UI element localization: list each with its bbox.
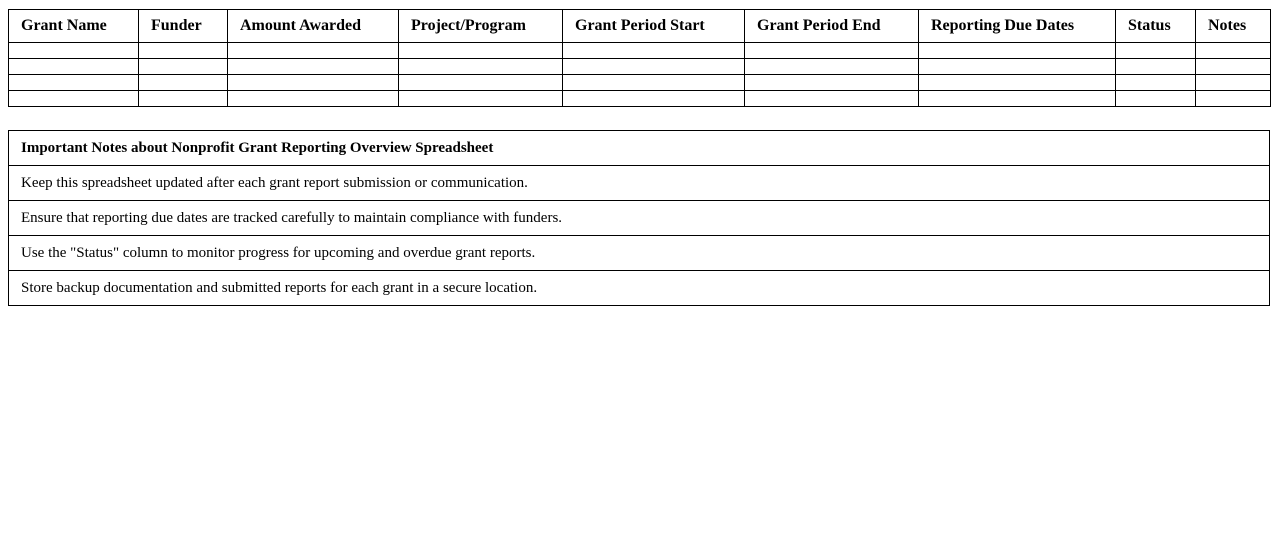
table-cell[interactable] <box>9 43 139 59</box>
note-text: Store backup documentation and submitted reports for each grant in a secure location. <box>9 271 1270 306</box>
list-item <box>9 201 1270 236</box>
column-header-project-program: Project/Program <box>399 10 563 43</box>
note-text: Ensure that reporting due dates are tracked carefully to maintain compliance with funders. <box>9 201 1270 236</box>
table-cell[interactable] <box>1196 75 1271 91</box>
table-cell[interactable] <box>919 43 1116 59</box>
list-item <box>9 166 1270 201</box>
column-header-amount-awarded: Amount Awarded <box>228 10 399 43</box>
notes-title: Important Notes about Nonprofit Grant Reporting Overview Spreadsheet <box>9 131 1270 166</box>
table-cell[interactable] <box>1196 59 1271 75</box>
list-item <box>9 271 1270 306</box>
table-cell[interactable] <box>745 75 919 91</box>
table-cell[interactable] <box>399 59 563 75</box>
table-cell[interactable] <box>745 91 919 107</box>
table-cell[interactable] <box>9 59 139 75</box>
table-cell[interactable] <box>1116 59 1196 75</box>
table-cell[interactable] <box>399 75 563 91</box>
table-cell[interactable] <box>563 43 745 59</box>
table-cell[interactable] <box>228 43 399 59</box>
table-cell[interactable] <box>563 59 745 75</box>
table-cell[interactable] <box>228 59 399 75</box>
table-row <box>9 59 1271 75</box>
column-header-reporting-due-dates: Reporting Due Dates <box>919 10 1116 43</box>
table-cell[interactable] <box>139 91 228 107</box>
column-header-grant-period-end: Grant Period End <box>745 10 919 43</box>
table-cell[interactable] <box>228 91 399 107</box>
table-cell[interactable] <box>1196 43 1271 59</box>
column-header-grant-period-start: Grant Period Start <box>563 10 745 43</box>
column-header-status: Status <box>1116 10 1196 43</box>
column-header-notes: Notes <box>1196 10 1271 43</box>
table-cell[interactable] <box>228 75 399 91</box>
table-cell[interactable] <box>919 59 1116 75</box>
table-cell[interactable] <box>9 75 139 91</box>
note-text: Use the "Status" column to monitor progress for upcoming and overdue grant reports. <box>9 236 1270 271</box>
column-header-funder: Funder <box>139 10 228 43</box>
table-cell[interactable] <box>399 43 563 59</box>
note-text: Keep this spreadsheet updated after each grant report submission or communication. <box>9 166 1270 201</box>
table-cell[interactable] <box>139 43 228 59</box>
list-item <box>9 236 1270 271</box>
table-cell[interactable] <box>745 59 919 75</box>
table-row <box>9 75 1271 91</box>
table-row <box>9 91 1271 107</box>
table-cell[interactable] <box>919 75 1116 91</box>
important-notes-table <box>8 130 1270 306</box>
notes-header-row <box>9 131 1270 166</box>
table-cell[interactable] <box>745 43 919 59</box>
grant-reporting-table <box>8 9 1271 107</box>
table-cell[interactable] <box>563 91 745 107</box>
table-cell[interactable] <box>1116 91 1196 107</box>
table-row <box>9 43 1271 59</box>
table-cell[interactable] <box>1116 75 1196 91</box>
table-cell[interactable] <box>139 75 228 91</box>
table-header-row <box>9 10 1271 43</box>
table-cell[interactable] <box>9 91 139 107</box>
table-cell[interactable] <box>1196 91 1271 107</box>
table-cell[interactable] <box>919 91 1116 107</box>
table-cell[interactable] <box>399 91 563 107</box>
column-header-grant-name: Grant Name <box>9 10 139 43</box>
table-cell[interactable] <box>1116 43 1196 59</box>
table-cell[interactable] <box>139 59 228 75</box>
table-cell[interactable] <box>563 75 745 91</box>
